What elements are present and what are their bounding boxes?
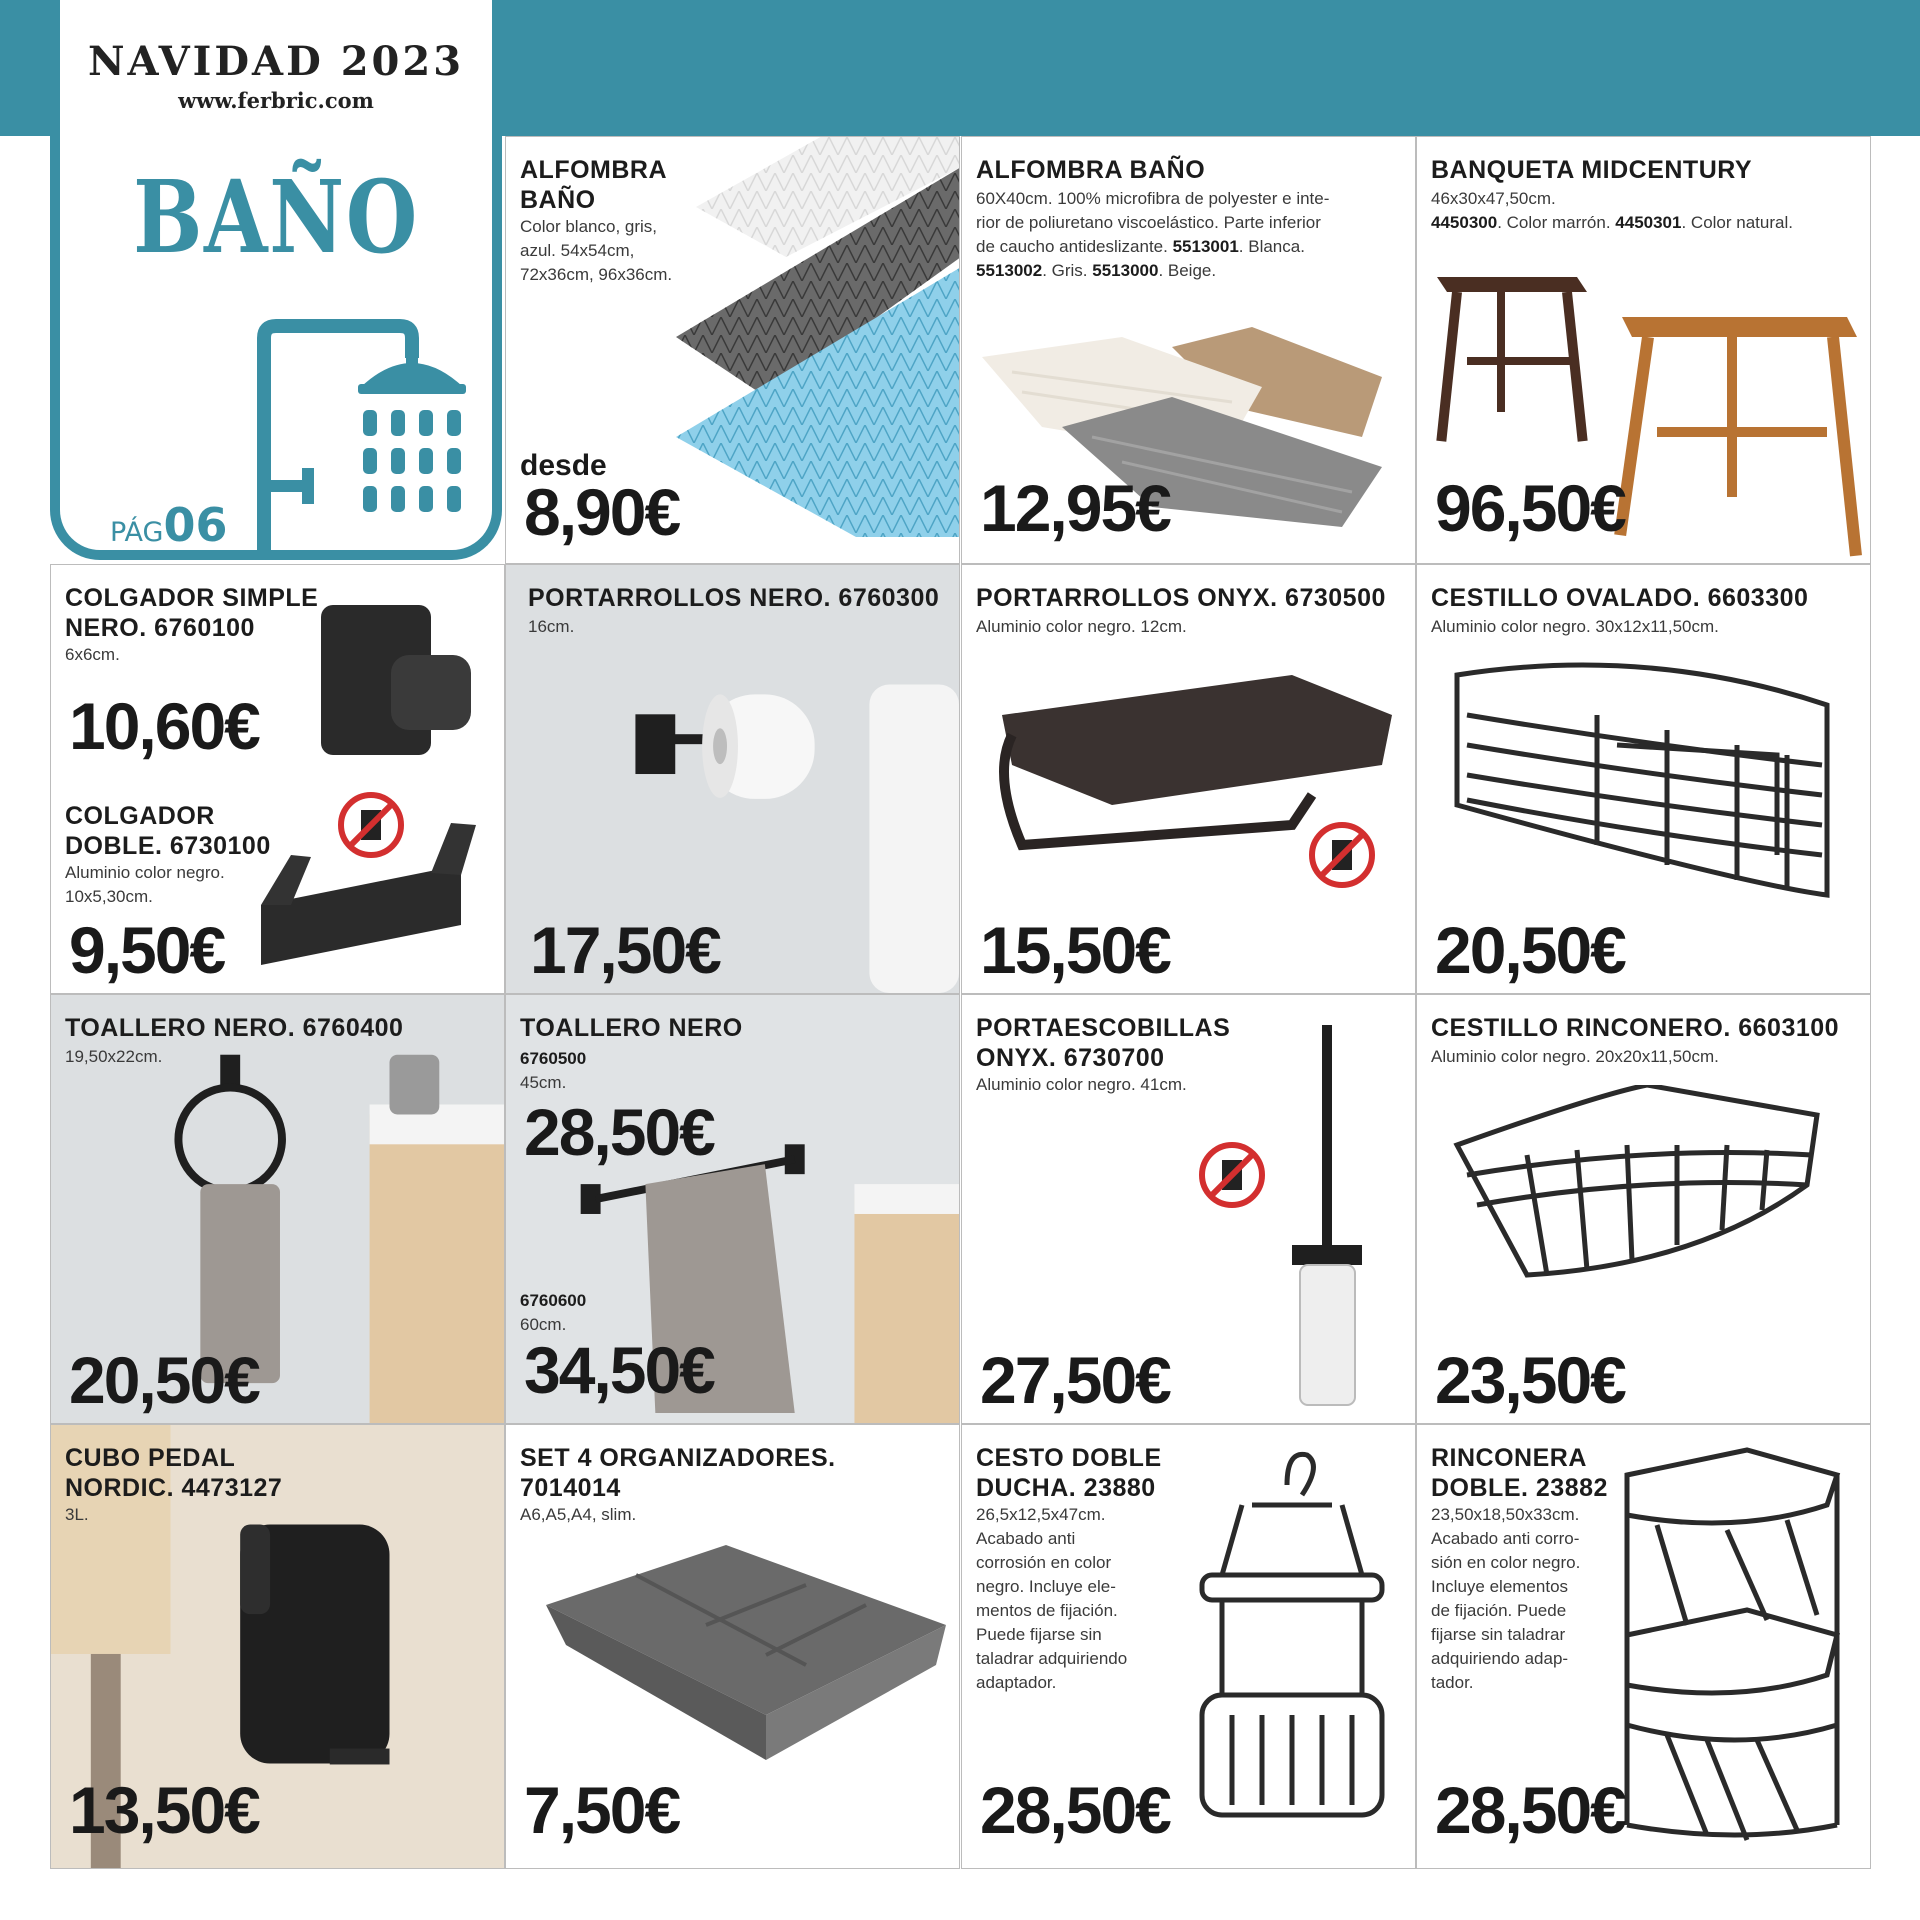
desc-text: . Gris. xyxy=(1042,261,1093,280)
product-cestillo-ovalado[interactable] xyxy=(1416,564,1871,994)
section-title: BAÑO xyxy=(133,158,419,276)
title-line: COLGADOR xyxy=(65,802,215,830)
product-alfombra-bano-1[interactable] xyxy=(505,136,960,564)
product-price: 7,50€ xyxy=(524,1773,680,1847)
product-price: 20,50€ xyxy=(69,1343,259,1417)
title-line: RINCONERA xyxy=(1431,1444,1587,1472)
desc-text: . Color natural. xyxy=(1681,213,1793,232)
product-title xyxy=(976,1013,1230,1073)
product-price: 28,50€ xyxy=(524,1095,714,1169)
desc-line: tador. xyxy=(1431,1673,1474,1692)
desc-line: adquiriendo adap- xyxy=(1431,1649,1569,1668)
product-title xyxy=(65,1443,282,1503)
product-title: PORTARROLLOS ONYX. 6730500 xyxy=(976,584,1386,612)
desc-text: . Blanca. xyxy=(1238,237,1305,256)
organizer-tray-image xyxy=(546,1545,946,1765)
product-code: 5513001 xyxy=(1172,237,1239,256)
product-title: BANQUETA MIDCENTURY xyxy=(1431,156,1753,184)
product-title: CESTILLO OVALADO. 6603300 xyxy=(1431,584,1809,612)
product-code: 4450300 xyxy=(1431,213,1498,232)
desc-line: fijarse sin taladrar xyxy=(1431,1625,1566,1644)
product-price: 10,60€ xyxy=(69,689,259,763)
title-line: BAÑO xyxy=(520,186,596,214)
product-description: Aluminio color negro. 20x20x11,50cm. xyxy=(1431,1047,1719,1066)
product-colgadores[interactable] xyxy=(50,564,505,994)
product-description xyxy=(1431,1503,1580,1695)
product-toallero-nero-2[interactable] xyxy=(505,994,960,1424)
product-description xyxy=(520,1289,586,1337)
desc-line: mentos de fijación. xyxy=(976,1601,1118,1620)
title-line: ALFOMBRA xyxy=(520,156,668,184)
desc-text: de caucho antideslizante. xyxy=(976,237,1173,256)
title-line: CESTO DOBLE xyxy=(976,1444,1162,1472)
product-title: TOALLERO NERO xyxy=(520,1014,743,1042)
product-title: PORTARROLLOS NERO. 6760300 xyxy=(528,584,940,612)
desc-line: de fijación. Puede xyxy=(1431,1601,1567,1620)
title-line: NORDIC. 4473127 xyxy=(65,1474,283,1502)
desc-line: 23,50x18,50x33cm. xyxy=(1431,1505,1580,1524)
title-line: COLGADOR SIMPLE xyxy=(65,584,319,612)
product-description: Aluminio color negro. 41cm. xyxy=(976,1075,1187,1094)
product-cubo-pedal[interactable] xyxy=(50,1424,505,1869)
desc-line: adaptador. xyxy=(976,1673,1057,1692)
title-line: PORTAESCOBILLAS xyxy=(976,1014,1231,1042)
shower-caddy-image xyxy=(1192,1445,1392,1855)
desc-line: taladrar adquiriendo xyxy=(976,1649,1128,1668)
product-description: 6x6cm. xyxy=(65,645,120,664)
product-description xyxy=(65,861,225,909)
oval-basket-image xyxy=(1447,655,1847,915)
double-corner-shelf-image xyxy=(1617,1445,1857,1845)
product-alfombra-bano-2[interactable] xyxy=(961,136,1416,564)
product-description: 19,50x22cm. xyxy=(65,1047,163,1066)
product-price: 96,50€ xyxy=(1435,471,1625,545)
product-price: 8,90€ xyxy=(524,475,680,549)
bath-mat-image xyxy=(676,137,960,537)
catalog-title: NAVIDAD 2023 xyxy=(87,38,465,85)
product-price: 17,50€ xyxy=(530,913,720,987)
product-title xyxy=(1431,1443,1608,1503)
product-code: 5513002 xyxy=(976,261,1043,280)
product-price: 34,50€ xyxy=(524,1333,714,1407)
product-portaescobillas[interactable] xyxy=(961,994,1416,1424)
product-price: 27,50€ xyxy=(980,1343,1170,1417)
title-line: ONYX. 6730700 xyxy=(976,1044,1165,1072)
desc-line: corrosión en color xyxy=(976,1553,1112,1572)
product-title: ALFOMBRA BAÑO xyxy=(976,156,1206,184)
product-toallero-nero-1[interactable] xyxy=(50,994,505,1424)
product-description: Aluminio color negro. 12cm. xyxy=(976,617,1187,636)
product-title: TOALLERO NERO. 6760400 xyxy=(65,1014,404,1042)
onyx-paper-holder-image xyxy=(992,665,1402,905)
title-line: DOBLE. 23882 xyxy=(1431,1474,1608,1502)
product-code: 6760600 xyxy=(520,1291,587,1310)
website-link[interactable]: www.ferbric.com xyxy=(178,88,374,113)
title-line: NERO. 6760100 xyxy=(65,614,255,642)
product-title: CESTILLO RINCONERO. 6603100 xyxy=(1431,1014,1840,1042)
corner-basket-image xyxy=(1447,1085,1847,1325)
product-rinconera-doble[interactable] xyxy=(1416,1424,1871,1869)
title-line: 7014014 xyxy=(520,1474,621,1502)
product-title xyxy=(65,583,318,643)
product-price: 23,50€ xyxy=(1435,1343,1625,1417)
product-portarrollos-onyx[interactable] xyxy=(961,564,1416,994)
product-price: 12,95€ xyxy=(980,471,1170,545)
product-description: Aluminio color negro. 30x12x11,50cm. xyxy=(1431,617,1719,636)
product-description xyxy=(976,1503,1127,1695)
desc-line: Puede fijarse sin xyxy=(976,1625,1102,1644)
product-title xyxy=(520,155,667,215)
product-code: 6760500 xyxy=(520,1049,587,1068)
product-description: 3L. xyxy=(65,1505,89,1524)
product-price: 13,50€ xyxy=(69,1773,259,1847)
product-description: 16cm. xyxy=(528,617,575,636)
desc-line: rior de poliuretano viscoelástico. Parte inferior xyxy=(976,213,1321,232)
product-banqueta[interactable] xyxy=(1416,136,1871,564)
desc-line: 46x30x47,50cm. xyxy=(1431,189,1556,208)
desc-line: Acabado anti xyxy=(976,1529,1076,1548)
desc-text: . Color marrón. xyxy=(1497,213,1616,232)
single-hook-image xyxy=(311,595,491,765)
product-price: 9,50€ xyxy=(69,913,225,987)
title-line: CUBO PEDAL xyxy=(65,1444,236,1472)
title-line: SET 4 ORGANIZADORES. xyxy=(520,1444,836,1472)
desc-line: sión en color negro. xyxy=(1431,1553,1581,1572)
desc-line: Color blanco, gris, xyxy=(520,217,658,236)
desc-line: Incluye elementos xyxy=(1431,1577,1569,1596)
product-price: 20,50€ xyxy=(1435,913,1625,987)
toilet-brush-image xyxy=(1192,1015,1412,1415)
double-hook-image xyxy=(251,785,501,985)
product-title xyxy=(520,1443,836,1503)
product-price: 28,50€ xyxy=(980,1773,1170,1847)
desc-line: 45cm. xyxy=(520,1073,567,1092)
product-cestillo-rinconero[interactable] xyxy=(1416,994,1871,1424)
desc-line: 10x5,30cm. xyxy=(65,887,153,906)
title-line: DOBLE. 6730100 xyxy=(65,832,271,860)
product-set-organizadores[interactable] xyxy=(505,1424,960,1869)
product-portarrollos-nero[interactable] xyxy=(505,564,960,994)
product-cesto-doble[interactable] xyxy=(961,1424,1416,1869)
title-line: DUCHA. 23880 xyxy=(976,1474,1156,1502)
product-description xyxy=(520,1047,586,1095)
desc-line: Acabado anti corro- xyxy=(1431,1529,1580,1548)
desc-line: 26,5x12,5x47cm. xyxy=(976,1505,1106,1524)
product-description xyxy=(1431,187,1793,235)
product-grid xyxy=(50,136,1872,1870)
desc-line: azul. 54x54cm, xyxy=(520,241,635,260)
product-code: 5513000 xyxy=(1092,261,1159,280)
desc-text: . Beige. xyxy=(1158,261,1217,280)
product-description xyxy=(976,187,1329,283)
desc-line: 60cm. xyxy=(520,1315,567,1334)
product-title xyxy=(976,1443,1162,1503)
product-title xyxy=(65,801,271,861)
page-label: PÁG xyxy=(110,517,164,548)
page-number: 06 xyxy=(163,498,228,552)
product-code: 4450301 xyxy=(1615,213,1682,232)
product-description xyxy=(520,215,672,287)
price-prefix: desde xyxy=(520,449,607,482)
product-description: A6,A5,A4, slim. xyxy=(520,1505,637,1524)
desc-line: 72x36cm, 96x36cm. xyxy=(520,265,673,284)
desc-line: Aluminio color negro. xyxy=(65,863,225,882)
product-price: 15,50€ xyxy=(980,913,1170,987)
desc-line: negro. Incluye ele- xyxy=(976,1577,1116,1596)
product-price: 28,50€ xyxy=(1435,1773,1625,1847)
desc-line: 60X40cm. 100% microfibra de polyester e inte- xyxy=(976,189,1330,208)
